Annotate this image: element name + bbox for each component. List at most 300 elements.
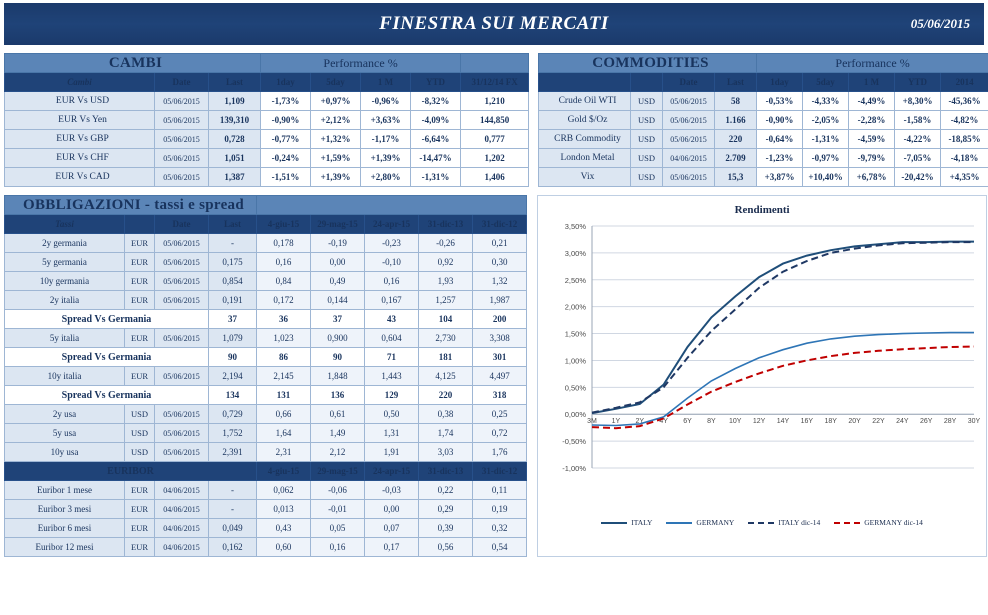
spread-last: 90 xyxy=(209,348,257,367)
commodity-last: 58 xyxy=(715,92,757,111)
spread-row xyxy=(5,386,527,405)
commodities-col-cur xyxy=(631,73,663,92)
cambi-title: CAMBI xyxy=(5,54,261,73)
obbl-row-v3: 1,443 xyxy=(365,367,419,386)
obbl-row-date: 05/06/2015 xyxy=(155,443,209,462)
commodities-table xyxy=(538,53,988,187)
commodity-1day: -0,53% xyxy=(757,92,803,111)
commodity-name: Gold $/Oz xyxy=(539,111,631,130)
commodities-header-row xyxy=(539,73,988,92)
obbl-row-v5: 1,32 xyxy=(473,272,527,291)
obbl-row-name: 10y italia xyxy=(5,367,125,386)
obbl-row-name: 5y usa xyxy=(5,424,125,443)
obbl-row-last: 1,752 xyxy=(209,424,257,443)
cambi-row-fx: 1,210 xyxy=(461,92,529,111)
legend-label: GERMANY xyxy=(696,518,734,527)
obbl-row-v4: 0,38 xyxy=(419,405,473,424)
obbl-row-v2: 0,900 xyxy=(311,329,365,348)
obbligazioni-band-spacer xyxy=(257,196,527,215)
commodity-date: 05/06/2015 xyxy=(663,130,715,149)
commodities-panel xyxy=(538,53,988,187)
obbl-row-v2: 2,12 xyxy=(311,443,365,462)
spread-v3: 71 xyxy=(365,348,419,367)
obbl-row-cur: USD xyxy=(125,424,155,443)
obbl-row-v2: 0,61 xyxy=(311,405,365,424)
obbl-row-name: 2y italia xyxy=(5,291,125,310)
spread-label: Spread Vs Germania xyxy=(5,386,209,405)
page-title: FINESTRA SUI MERCATI xyxy=(379,13,609,35)
commodity-1m: +6,78% xyxy=(849,168,895,187)
euribor-row-v4: 0,22 xyxy=(419,481,473,500)
table-row xyxy=(539,168,988,187)
cambi-row-1day: -1,73% xyxy=(261,92,311,111)
euribor-row-cur: EUR xyxy=(125,519,155,538)
obbl-row-v4: 0,21 xyxy=(473,234,527,253)
spread-v5: 318 xyxy=(473,386,527,405)
commodity-5day: -4,33% xyxy=(803,92,849,111)
euribor-row-dash: - xyxy=(209,500,257,519)
cambi-header-row xyxy=(5,73,529,92)
obbl-col-c3: 24-apr-15 xyxy=(365,215,419,234)
table-row xyxy=(539,149,988,168)
table-row xyxy=(5,500,527,519)
commodity-1day: -0,90% xyxy=(757,111,803,130)
cambi-row-fx: 144,850 xyxy=(461,111,529,130)
spread-label: Spread Vs Germania xyxy=(5,348,209,367)
cambi-row-last: 139,310 xyxy=(209,111,261,130)
cambi-row-1m: +1,39% xyxy=(361,149,411,168)
obbl-col-tassi: Tassi xyxy=(5,215,125,234)
svg-text:2,50%: 2,50% xyxy=(565,276,587,285)
cambi-row-1m: +2,80% xyxy=(361,168,411,187)
commodity-1day: -0,64% xyxy=(757,130,803,149)
svg-text:3,00%: 3,00% xyxy=(565,249,587,258)
obbl-row-date: 05/06/2015 xyxy=(155,329,209,348)
obbl-row-cur: EUR xyxy=(125,234,155,253)
obbl-row-v1: 0,66 xyxy=(257,405,311,424)
svg-text:22Y: 22Y xyxy=(872,418,885,425)
cambi-col-5day: 5day xyxy=(311,73,361,92)
spread-v5: 200 xyxy=(473,310,527,329)
cambi-row-ytd: -8,32% xyxy=(411,92,461,111)
obbl-row-last: 0,191 xyxy=(209,291,257,310)
commodity-ytd: -7,05% xyxy=(895,149,941,168)
cambi-col-name: Cambi xyxy=(5,73,155,92)
commodity-cur: USD xyxy=(631,130,663,149)
commodities-perf-title: Performance % xyxy=(757,54,988,73)
commodity-name: London Metal xyxy=(539,149,631,168)
euribor-row-v4: 0,29 xyxy=(419,500,473,519)
euribor-row-v5: 0,56 xyxy=(419,538,473,557)
obbl-col-c2: 29-mag-15 xyxy=(311,215,365,234)
commodities-col-5day: 5day xyxy=(803,73,849,92)
spread-v4: 181 xyxy=(419,348,473,367)
obbl-row-v1: 1,023 xyxy=(257,329,311,348)
legend-item xyxy=(601,518,652,527)
table-row xyxy=(5,111,529,130)
obbligazioni-panel xyxy=(4,195,527,557)
cambi-row-date: 05/06/2015 xyxy=(155,92,209,111)
commodity-date: 05/06/2015 xyxy=(663,168,715,187)
commodity-5day: -0,97% xyxy=(803,149,849,168)
euribor-row-date: 04/06/2015 xyxy=(155,500,209,519)
cambi-band-spacer xyxy=(461,54,529,73)
euribor-row-dash: - xyxy=(209,481,257,500)
spread-last: 37 xyxy=(209,310,257,329)
cambi-row-ytd: -6,64% xyxy=(411,130,461,149)
euribor-row-v6: 0,32 xyxy=(473,519,527,538)
commodity-2014: -18,85% xyxy=(941,130,988,149)
svg-text:0,50%: 0,50% xyxy=(565,383,587,392)
legend-swatch xyxy=(748,522,774,524)
cambi-row-fx: 1,406 xyxy=(461,168,529,187)
obbl-col-last: Last xyxy=(209,215,257,234)
commodity-1m: -9,79% xyxy=(849,149,895,168)
commodity-2014: -4,82% xyxy=(941,111,988,130)
obbl-row-v2: 0,49 xyxy=(311,272,365,291)
svg-text:30Y: 30Y xyxy=(968,418,981,425)
table-row xyxy=(5,367,527,386)
commodity-name: Crude Oil WTI xyxy=(539,92,631,111)
table-row xyxy=(5,272,527,291)
obbl-row-v4: 4,125 xyxy=(419,367,473,386)
commodities-col-2014: 2014 xyxy=(941,73,988,92)
obbl-row-v5: 4,497 xyxy=(473,367,527,386)
euribor-row-last: 0,062 xyxy=(257,481,311,500)
page-header xyxy=(4,3,984,45)
page-root xyxy=(0,3,988,615)
commodities-col-last: Last xyxy=(715,73,757,92)
svg-text:24Y: 24Y xyxy=(896,418,909,425)
top-section xyxy=(4,53,984,187)
chart-svg xyxy=(538,216,988,516)
legend-item xyxy=(834,518,923,527)
euribor-row-v6: 0,54 xyxy=(473,538,527,557)
euribor-row-v3: 0,05 xyxy=(311,519,365,538)
svg-text:1,50%: 1,50% xyxy=(565,330,587,339)
legend-swatch xyxy=(601,522,627,524)
commodity-last: 220 xyxy=(715,130,757,149)
cambi-row-ytd: -4,09% xyxy=(411,111,461,130)
obbl-row-date: 05/06/2015 xyxy=(155,234,209,253)
obbl-row-last: 0,729 xyxy=(209,405,257,424)
rendimenti-chart xyxy=(537,195,987,557)
cambi-row-name: EUR Vs CHF xyxy=(5,149,155,168)
obbl-row-v0: 0,178 xyxy=(257,234,311,253)
commodity-1m: -4,59% xyxy=(849,130,895,149)
obbl-row-v1: -0,19 xyxy=(311,234,365,253)
spread-v2: 90 xyxy=(311,348,365,367)
obbl-col-date: Date xyxy=(155,215,209,234)
cambi-col-1day: 1day xyxy=(261,73,311,92)
obbl-row-v1: 0,84 xyxy=(257,272,311,291)
obbl-row-v3: 0,16 xyxy=(365,272,419,291)
svg-text:3M: 3M xyxy=(587,418,597,425)
euribor-row-v3: -0,03 xyxy=(365,481,419,500)
euribor-row-date: 04/06/2015 xyxy=(155,481,209,500)
cambi-col-last: Last xyxy=(209,73,261,92)
obbl-row-v3: 1,91 xyxy=(365,443,419,462)
chart-panel xyxy=(537,195,987,557)
euribor-row-v2: 0,43 xyxy=(257,519,311,538)
svg-text:28Y: 28Y xyxy=(944,418,957,425)
obbl-row-v5: 1,76 xyxy=(473,443,527,462)
obbl-row-v4: 1,257 xyxy=(419,291,473,310)
legend-label: ITALY dic-14 xyxy=(778,518,820,527)
obbl-row-name: 10y germania xyxy=(5,272,125,291)
table-row xyxy=(5,168,529,187)
cambi-row-last: 1,051 xyxy=(209,149,261,168)
cambi-row-5day: +0,97% xyxy=(311,92,361,111)
commodity-5day: +10,40% xyxy=(803,168,849,187)
commodities-col-ytd: YTD xyxy=(895,73,941,92)
spread-v1: 36 xyxy=(257,310,311,329)
svg-text:20Y: 20Y xyxy=(848,418,861,425)
commodity-5day: -2,05% xyxy=(803,111,849,130)
cambi-row-last: 1,387 xyxy=(209,168,261,187)
obbl-row-v2: 1,848 xyxy=(311,367,365,386)
obbl-row-v4: 3,03 xyxy=(419,443,473,462)
svg-text:6Y: 6Y xyxy=(683,418,692,425)
obbl-row-date: 05/06/2015 xyxy=(155,367,209,386)
obbl-row-v3: -0,10 xyxy=(365,253,419,272)
spread-v1: 86 xyxy=(257,348,311,367)
commodity-2014: -4,18% xyxy=(941,149,988,168)
table-row xyxy=(5,291,527,310)
commodity-ytd: -20,42% xyxy=(895,168,941,187)
spread-v4: 104 xyxy=(419,310,473,329)
commodities-col-date: Date xyxy=(663,73,715,92)
table-row xyxy=(5,481,527,500)
obbl-row-cur: USD xyxy=(125,405,155,424)
euribor-row-v4: 0,17 xyxy=(365,538,419,557)
obbl-row-last: 0,175 xyxy=(209,253,257,272)
obbl-row-v3: -0,26 xyxy=(419,234,473,253)
svg-text:2,00%: 2,00% xyxy=(565,303,587,312)
obbl-row-v5: 1,987 xyxy=(473,291,527,310)
table-row xyxy=(5,519,527,538)
obbl-row-name: 5y italia xyxy=(5,329,125,348)
table-row xyxy=(5,424,527,443)
commodity-name: Vix xyxy=(539,168,631,187)
table-row xyxy=(5,130,529,149)
obbl-row-v4: 1,93 xyxy=(419,272,473,291)
spread-v3: 43 xyxy=(365,310,419,329)
obbl-row-v2: 0,144 xyxy=(311,291,365,310)
cambi-row-ytd: -14,47% xyxy=(411,149,461,168)
euribor-row-name: Euribor 6 mesi xyxy=(5,519,125,538)
obbl-row-cur: EUR xyxy=(125,329,155,348)
euribor-col-4: 31-dic-13 xyxy=(419,462,473,481)
euribor-row-last: 0,162 xyxy=(209,538,257,557)
euribor-row-date: 04/06/2015 xyxy=(155,519,209,538)
obbl-row-name: 5y germania xyxy=(5,253,125,272)
obbl-row-v3: 1,31 xyxy=(365,424,419,443)
cambi-row-date: 05/06/2015 xyxy=(155,168,209,187)
commodity-date: 05/06/2015 xyxy=(663,92,715,111)
obbl-row-v1: 2,145 xyxy=(257,367,311,386)
obbl-row-date: 05/06/2015 xyxy=(155,272,209,291)
cambi-perf-title: Performance % xyxy=(261,54,461,73)
euribor-row-v3: 0,00 xyxy=(365,500,419,519)
svg-text:10Y: 10Y xyxy=(729,418,742,425)
euribor-row-last: 0,013 xyxy=(257,500,311,519)
euribor-col-3: 24-apr-15 xyxy=(365,462,419,481)
cambi-row-5day: +1,59% xyxy=(311,149,361,168)
obbl-row-last: 2,194 xyxy=(209,367,257,386)
obbl-row-v2: 1,49 xyxy=(311,424,365,443)
table-row xyxy=(539,92,988,111)
obbligazioni-title: OBBLIGAZIONI - tassi e spread xyxy=(5,196,257,215)
cambi-row-1day: -1,51% xyxy=(261,168,311,187)
commodity-ytd: +8,30% xyxy=(895,92,941,111)
commodity-1m: -4,49% xyxy=(849,92,895,111)
cambi-row-5day: +1,39% xyxy=(311,168,361,187)
legend-swatch xyxy=(834,522,860,524)
obbligazioni-band-row xyxy=(5,196,527,215)
cambi-row-date: 05/06/2015 xyxy=(155,130,209,149)
cambi-row-last: 0,728 xyxy=(209,130,261,149)
obbl-row-cur: EUR xyxy=(125,291,155,310)
commodity-last: 1.166 xyxy=(715,111,757,130)
cambi-col-fx: 31/12/14 FX xyxy=(461,73,529,92)
obbl-row-v5: 3,308 xyxy=(473,329,527,348)
commodity-cur: USD xyxy=(631,111,663,130)
spread-row xyxy=(5,310,527,329)
spread-v4: 220 xyxy=(419,386,473,405)
legend-item xyxy=(748,518,820,527)
euribor-col-5: 31-dic-12 xyxy=(473,462,527,481)
obbl-row-cur: EUR xyxy=(125,272,155,291)
cambi-row-date: 05/06/2015 xyxy=(155,111,209,130)
table-row xyxy=(5,234,527,253)
obbl-row-name: 2y germania xyxy=(5,234,125,253)
chart-title: Rendimenti xyxy=(538,196,986,216)
obbl-row-v4: 1,74 xyxy=(419,424,473,443)
obbl-row-v3: 0,50 xyxy=(365,405,419,424)
spread-v1: 131 xyxy=(257,386,311,405)
cambi-row-date: 05/06/2015 xyxy=(155,149,209,168)
obbl-row-v5: 0,30 xyxy=(473,253,527,272)
obbl-row-v1: 2,31 xyxy=(257,443,311,462)
obbl-col-c1: 4-giu-15 xyxy=(257,215,311,234)
svg-text:1Y: 1Y xyxy=(612,418,621,425)
euribor-row-v2: -0,06 xyxy=(311,481,365,500)
legend-swatch xyxy=(666,522,692,524)
commodities-col-1m: 1 M xyxy=(849,73,895,92)
euribor-row-v3: 0,16 xyxy=(311,538,365,557)
obbl-row-last: 2,391 xyxy=(209,443,257,462)
obbl-row-date: 05/06/2015 xyxy=(155,253,209,272)
obbl-row-date: 05/06/2015 xyxy=(155,405,209,424)
cambi-col-1m: 1 M xyxy=(361,73,411,92)
legend-label: GERMANY dic-14 xyxy=(864,518,923,527)
obbl-row-v1: 1,64 xyxy=(257,424,311,443)
obbl-row-v4: 2,730 xyxy=(419,329,473,348)
spread-label: Spread Vs Germania xyxy=(5,310,209,329)
obbl-row-v2: 0,00 xyxy=(311,253,365,272)
spread-row xyxy=(5,348,527,367)
obbl-row-v3: 0,604 xyxy=(365,329,419,348)
obbl-row-v3: 0,167 xyxy=(365,291,419,310)
bottom-section xyxy=(4,195,984,557)
cambi-row-1day: -0,90% xyxy=(261,111,311,130)
legend-label: ITALY xyxy=(631,518,652,527)
svg-text:2Y: 2Y xyxy=(636,418,645,425)
table-row xyxy=(539,130,988,149)
obbl-row-name: 10y usa xyxy=(5,443,125,462)
svg-text:16Y: 16Y xyxy=(801,418,814,425)
obbl-row-v5: 0,72 xyxy=(473,424,527,443)
cambi-row-1m: -1,17% xyxy=(361,130,411,149)
spread-v3: 129 xyxy=(365,386,419,405)
cambi-row-name: EUR Vs CAD xyxy=(5,168,155,187)
obbl-col-c4: 31-dic-13 xyxy=(419,215,473,234)
spread-last: 134 xyxy=(209,386,257,405)
obbl-row-date: 05/06/2015 xyxy=(155,291,209,310)
euribor-row-last: 0,049 xyxy=(209,519,257,538)
obbl-row-last: - xyxy=(209,234,257,253)
obbl-row-v1: 0,16 xyxy=(257,253,311,272)
table-row xyxy=(5,329,527,348)
obbl-row-cur: USD xyxy=(125,443,155,462)
obbl-row-last: 0,854 xyxy=(209,272,257,291)
euribor-row-name: Euribor 1 mese xyxy=(5,481,125,500)
commodities-band-row xyxy=(539,54,988,73)
obbl-row-v2: -0,23 xyxy=(365,234,419,253)
cambi-panel xyxy=(4,53,528,187)
euribor-row-name: Euribor 3 mesi xyxy=(5,500,125,519)
svg-text:26Y: 26Y xyxy=(920,418,933,425)
table-row xyxy=(5,92,529,111)
commodity-cur: USD xyxy=(631,92,663,111)
spread-v5: 301 xyxy=(473,348,527,367)
cambi-row-name: EUR Vs GBP xyxy=(5,130,155,149)
cambi-row-5day: +2,12% xyxy=(311,111,361,130)
commodity-cur: USD xyxy=(631,168,663,187)
obbl-row-cur: EUR xyxy=(125,367,155,386)
euribor-band-row xyxy=(5,462,527,481)
obbl-col-c5: 31-dic-12 xyxy=(473,215,527,234)
svg-text:-0,50%: -0,50% xyxy=(562,437,586,446)
euribor-title: EURIBOR xyxy=(5,462,257,481)
euribor-row-v5: 0,11 xyxy=(473,481,527,500)
cambi-row-1day: -0,24% xyxy=(261,149,311,168)
commodity-2014: +4,35% xyxy=(941,168,988,187)
commodity-1m: -2,28% xyxy=(849,111,895,130)
cambi-row-fx: 1,202 xyxy=(461,149,529,168)
commodity-ytd: -1,58% xyxy=(895,111,941,130)
obbl-row-v4: 0,92 xyxy=(419,253,473,272)
euribor-row-date: 04/06/2015 xyxy=(155,538,209,557)
chart-plot-area xyxy=(538,216,988,516)
obbl-row-last: 1,079 xyxy=(209,329,257,348)
commodity-date: 05/06/2015 xyxy=(663,111,715,130)
cambi-band-row xyxy=(5,54,529,73)
commodity-2014: -45,36% xyxy=(941,92,988,111)
euribor-row-v5: 0,19 xyxy=(473,500,527,519)
table-row xyxy=(539,111,988,130)
table-row xyxy=(5,253,527,272)
table-row xyxy=(5,149,529,168)
euribor-row-v2: 0,60 xyxy=(257,538,311,557)
cambi-row-name: EUR Vs USD xyxy=(5,92,155,111)
svg-text:14Y: 14Y xyxy=(777,418,790,425)
legend-item xyxy=(666,518,734,527)
chart-legend xyxy=(538,518,986,527)
cambi-col-date: Date xyxy=(155,73,209,92)
cambi-table xyxy=(4,53,529,187)
